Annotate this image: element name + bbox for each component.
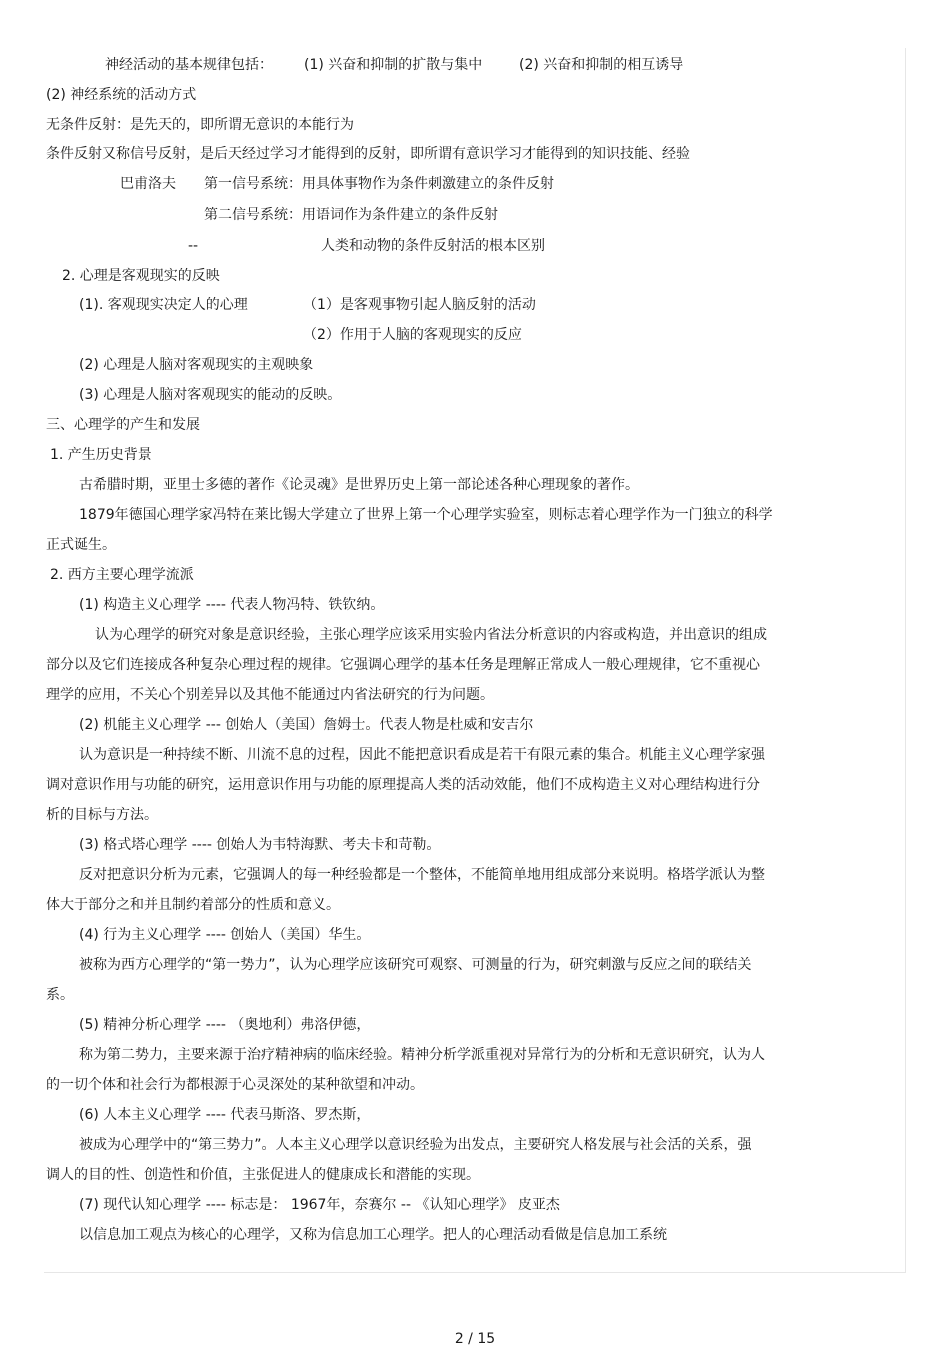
paragraph-line: 正式诞生。 (46, 537, 116, 553)
section-heading: 三、心理学的产生和发展 (46, 417, 200, 433)
paragraph-line: 的一切个体和社会行为都根源于心灵深处的某种欲望和冲动。 (46, 1077, 424, 1093)
text-line: (3) 心理是人脑对客观现实的能动的反映。 (79, 387, 342, 403)
paragraph-line: 系。 (46, 987, 74, 1003)
text-line: (2) 机能主义心理学 --- 创始人（美国）詹姆士。代表人物是杜威和安吉尔 (79, 717, 534, 733)
text-line: （2）作用于人脑的客观现实的反应 (303, 327, 522, 343)
text-line: 第一信号系统：用具体事物作为条件刺激建立的条件反射 (204, 176, 554, 192)
section-heading: (2) 神经系统的活动方式 (46, 87, 197, 103)
text-line: (1) 兴奋和抑制的扩散与集中 (304, 57, 483, 73)
text-line: (2) 兴奋和抑制的相互诱导 (519, 57, 684, 73)
text-line: 人类和动物的条件反射活的根本区别 (321, 238, 545, 254)
text-line: 条件反射又称信号反射，是后天经过学习才能得到的反射，即所谓有意识学习才能得到的知识技能、经验 (46, 146, 690, 162)
text-line: (7) 现代认知心理学 ---- 标志是： 1967年，奈赛尔 -- 《认知心理学》 皮亚杰 (79, 1197, 560, 1213)
section-heading: 1. 产生历史背景 (50, 447, 152, 463)
text-line: (2) 心理是人脑对客观现实的主观映象 (79, 357, 314, 373)
paragraph-line: 1879年德国心理学家冯特在莱比锡大学建立了世界上第一个心理学实验室，则标志着心理学作为一门独立的科学 (79, 507, 773, 523)
paragraph-line: 调人的目的性、创造性和价值，主张促进人的健康成长和潜能的实现。 (46, 1167, 480, 1183)
paragraph-line: 认为意识是一种持续不断、川流不息的过程，因此不能把意识看成是若干有限元素的集合。机能主义心理学家强 (79, 747, 765, 763)
paragraph-line: 析的目标与方法。 (46, 807, 158, 823)
paragraph-line: 部分以及它们连接成各种复杂心理过程的规律。它强调心理学的基本任务是理解正常成人一般心理规律，它不重视心 (46, 657, 760, 673)
text-line: 神经活动的基本规律包括： (105, 57, 273, 73)
section-heading: 2. 心理是客观现实的反映 (62, 268, 220, 284)
text-line: (6) 人本主义心理学 ---- 代表马斯洛、罗杰斯， (79, 1107, 371, 1123)
paragraph-line: 被成为心理学中的“第三势力”。人本主义心理学以意识经验为出发点，主要研究人格发展与社会活的关系，强 (79, 1137, 752, 1153)
text-line: (5) 精神分析心理学 ---- （奥地利）弗洛伊德， (79, 1017, 371, 1033)
paragraph-line: 以信息加工观点为核心的心理学，又称为信息加工心理学。把人的心理活动看做是信息加工系统 (79, 1227, 667, 1243)
text-line: (1). 客观现实决定人的心理 (79, 297, 248, 313)
paragraph-line: 理学的应用，不关心个别差异以及其他不能通过内省法研究的行为问题。 (46, 687, 494, 703)
paragraph-line: 称为第二势力，主要来源于治疗精神病的临床经验。精神分析学派重视对异常行为的分析和无意识研究，认为人 (79, 1047, 765, 1063)
paragraph-line: 反对把意识分析为元素，它强调人的每一种经验都是一个整体，不能简单地用组成部分来说明。格塔学派认为整 (79, 867, 765, 883)
section-heading: 2. 西方主要心理学流派 (50, 567, 194, 583)
text-line: 第二信号系统：用语词作为条件建立的条件反射 (204, 207, 498, 223)
paragraph-line: 被称为西方心理学的“第一势力”，认为心理学应该研究可观察、可测量的行为，研究刺激与反应之间的联结关 (79, 957, 752, 973)
paragraph-line: 古希腊时期，亚里士多德的著作《论灵魂》是世界历史上第一部论述各种心理现象的著作。 (79, 477, 639, 493)
text-line: （1）是客观事物引起人脑反射的活动 (303, 297, 536, 313)
paragraph-line: 认为心理学的研究对象是意识经验，主张心理学应该采用实验内省法分析意识的内容或构造，并出意识的组成 (95, 627, 767, 643)
text-line: 巴甫洛夫 (120, 176, 176, 192)
text-line: 无条件反射：是先天的，即所谓无意识的本能行为 (46, 117, 354, 133)
text-line: -- (188, 238, 199, 254)
text-line: (1) 构造主义心理学 ---- 代表人物冯特、铁钦纳。 (79, 597, 385, 613)
text-line: (4) 行为主义心理学 ---- 创始人（美国）华生。 (79, 927, 371, 943)
text-line: (3) 格式塔心理学 ---- 创始人为韦特海默、考夫卡和苛勒。 (79, 837, 441, 853)
page-number: 2 / 15 (454, 1331, 496, 1347)
paragraph-line: 体大于部分之和并且制约着部分的性质和意义。 (46, 897, 340, 913)
paragraph-line: 调对意识作用与功能的研究，运用意识作用与功能的原理提高人类的活动效能，他们不成构造主义对心理结构进行分 (46, 777, 760, 793)
